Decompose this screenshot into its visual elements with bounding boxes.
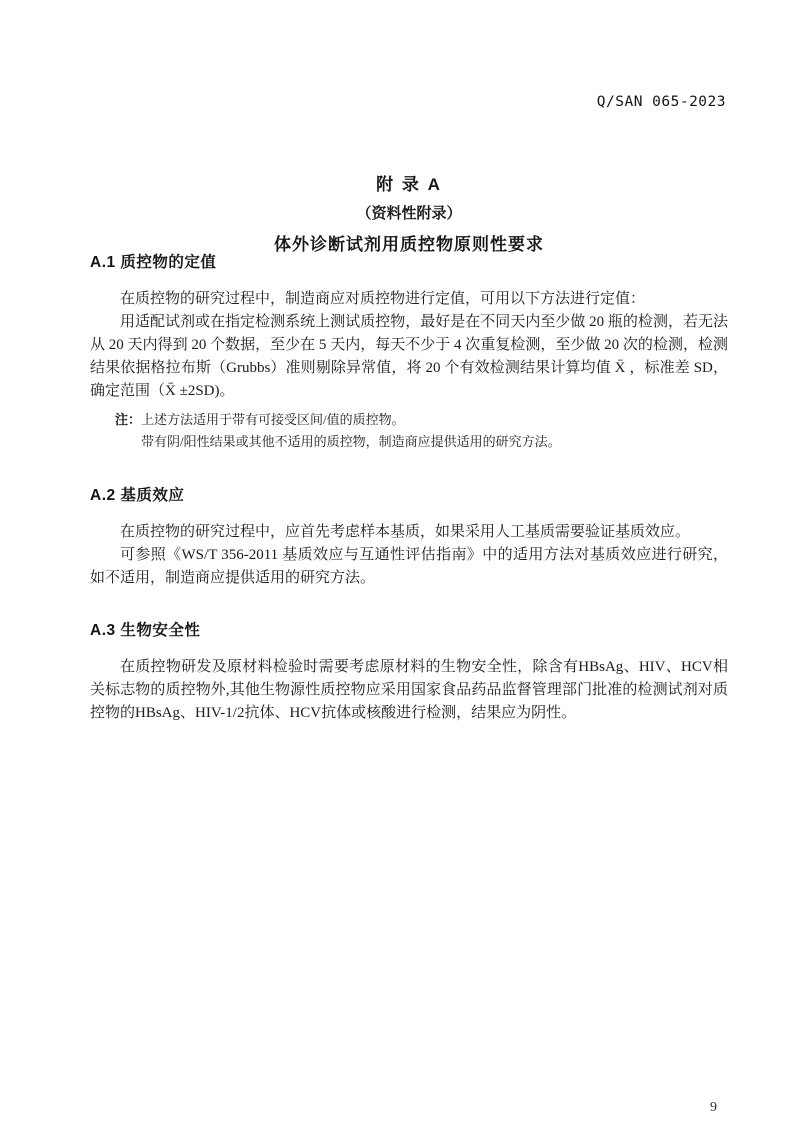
appendix-subject: 体外诊断试剂用质控物原则性要求 xyxy=(274,235,544,254)
doc-number: Q/SAN 065-2023 xyxy=(596,94,726,110)
document-content xyxy=(90,250,728,725)
note-block xyxy=(90,409,728,453)
note-text: 上述方法适用于带有可接受区间/值的质控物。 xyxy=(141,412,405,427)
section-heading-a2: A.2 基质效应 xyxy=(90,487,185,504)
title-block xyxy=(90,170,728,255)
note-label: 注： xyxy=(115,412,142,427)
section-heading-a1: A.1 质控物的定值 xyxy=(90,254,217,271)
appendix-type: （资料性附录） xyxy=(356,205,462,222)
paragraph: 在质控物研发及原材料检验时需要考虑原材料的生物安全性，除含有HBsAg、HIV、HCV相关标志物的质控物外,其他生物源性质控物应采用国家食品药品监督管理部门批准的检测试剂对质控物的HBsAg、HIV-1/2抗体、HCV抗体或核酸进行检测，结果应为阴性。 xyxy=(90,659,728,721)
page-number: 9 xyxy=(710,1100,717,1115)
section-spacer xyxy=(90,453,728,455)
appendix-title: 附 录 A xyxy=(376,175,442,194)
note-line: 带有阴/阳性结果或其他不适用的质控物，制造商应提供适用的研究方法。 xyxy=(141,434,561,449)
paragraph: 用适配试剂或在指定检测系统上测试质控物，最好是在不同天内至少做 20 瓶的检测，若无法从 20 天内得到 20 个数据，至少在 5 天内，每天不少于 4 次重复检测，至少做 20 次的检测，检测结果依据格拉布斯（Grubbs）准则剔除异常值，将 20 个有效检测结果计算均值 X̄ ，标准差 SD，确定范围（X̄ ±2SD)。 xyxy=(90,314,728,399)
paragraph: 可参照《WS/T 356-2011 基质效应与互通性评估指南》中的适用方法对基质效应进行研究，如不适用，制造商应提供适用的研究方法。 xyxy=(90,547,728,586)
note-line xyxy=(90,409,728,431)
paragraph: 在质控物的研究过程中，制造商应对质控物进行定值，可用以下方法进行定值： xyxy=(120,291,646,307)
section-heading-a3: A.3 生物安全性 xyxy=(90,622,201,639)
paragraph: 在质控物的研究过程中，应首先考虑样本基质，如果采用人工基质需要验证基质效应。 xyxy=(120,524,691,540)
